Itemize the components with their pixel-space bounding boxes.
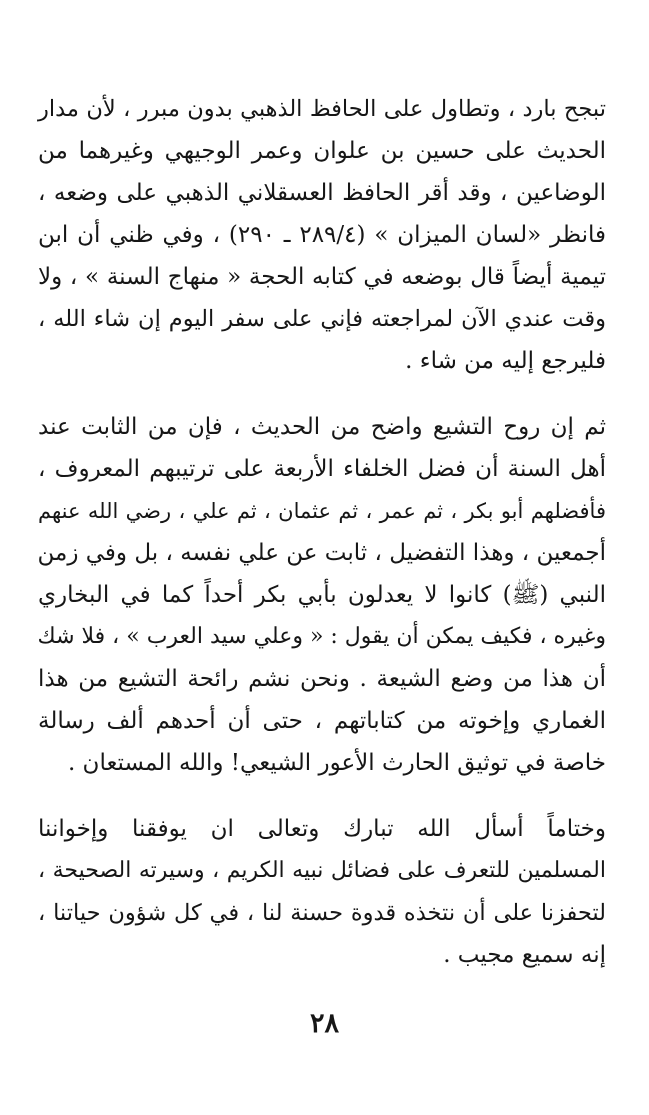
page-number: ٢٨ [309,1008,339,1039]
text-line: تيمية أيضاً قال بوضعه في كتابه الحجة « منهاج السنة » ، ولا [38,264,606,290]
text-line: فأفضلهم أبو بكر ، ثم عمر ، ثم عثمان ، ثم علي ، رضي الله عنهم [38,499,606,523]
text-line: ثم إن روح التشيع واضح من الحديث ، فإن من الثابت عند [38,414,606,440]
text-line: أهل السنة أن فضل الخلفاء الأربعة على ترتيبهم المعروف ، [38,456,606,482]
text-line: فليرجع إليه من شاء . [405,348,606,374]
text-line: أن هذا من وضع الشيعة . ونحن نشم رائحة التشيع من هذا [38,666,606,692]
text-line: النبي (ﷺ) كانوا لا يعدلون بأبي بكر أحداً كما في البخاري [38,582,606,608]
text-line: فانظر «لسان الميزان » (٢٨٩/٤ ـ ٢٩٠) ، وفي ظني أن ابن [38,222,606,248]
text-line: المسلمين للتعرف على فضائل نبيه الكريم ، وسيرته الصحيحة ، [38,858,606,883]
text-line: تبجح بارد ، وتطاول على الحافظ الذهبي بدون مبرر ، لأن مدار [38,96,606,122]
text-line: إنه سميع مجيب . [443,942,606,968]
text-line: وختاماً أسأل الله تبارك وتعالى ان يوفقنا وإخواننا [38,816,606,842]
text-line: وقت عندي الآن لمراجعته فإني على سفر اليوم إن شاء الله ، [38,306,606,332]
text-line: الغماري وإخوته من كتاباتهم ، حتى أن أحدهم ألف رسالة [38,708,606,734]
text-line: أجمعين ، وهذا التفضيل ، ثابت عن علي نفسه ، بل وفي زمن [37,540,606,566]
text-line: الحديث على حسين بن علوان وعمر الوجيهي وغيرهما من [38,138,606,164]
text-line: الوضاعين ، وقد أقر الحافظ العسقلاني الذهبي على وضعه ، [38,180,606,206]
text-line: خاصة في توثيق الحارث الأعور الشيعي! والله المستعان . [67,750,606,776]
text-line: لتحفزنا على أن نتخذه قدوة حسنة لنا ، في كل شؤون حياتنا ، [38,900,606,926]
text-line: وغيره ، فكيف يمكن أن يقول : « وعلي سيد العرب » ، فلا شك [37,624,606,649]
